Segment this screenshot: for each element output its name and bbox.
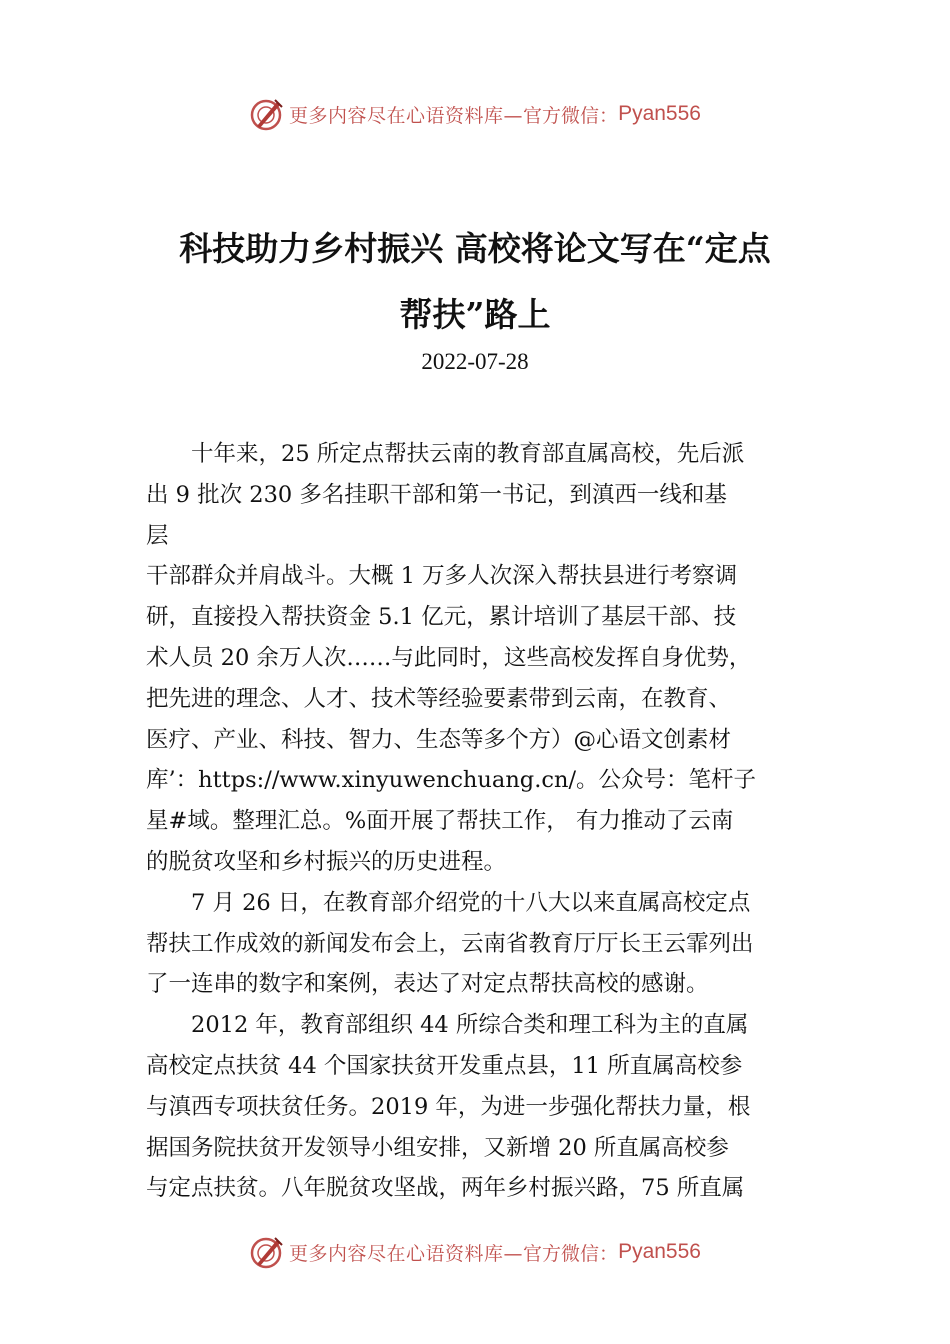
body-line: 的脱贫攻坚和乡村振兴的历史进程。 xyxy=(146,848,507,875)
body-line: 十年来，25 所定点帮扶云南的教育部直属高校，先后派 xyxy=(146,441,745,467)
body-line: 与滇西专项扶贫任务。2019 年，为进一步强化帮扶力量，根 xyxy=(146,1093,751,1120)
body-line: 术人员 20 余万人次……与此同时，这些高校发挥自身优势， xyxy=(146,644,752,671)
body-line: 7 月 26 日，在教育部介绍党的十八大以来直属高校定点 xyxy=(146,889,751,916)
footer-wechat-id: Pyan556 xyxy=(618,1240,701,1263)
body-line: 把先进的理念、人才、技术等经验要素带到云南，在教育、 xyxy=(146,685,732,712)
header-wechat-label: 官方微信： xyxy=(523,104,619,127)
logo-icon xyxy=(249,96,285,132)
body-line: 研，直接投入帮扶资金 5.1 亿元，累计培训了基层干部、技 xyxy=(146,604,737,631)
body-line: 2012 年，教育部组织 44 所综合类和理工科为主的直属 xyxy=(146,1012,749,1039)
header-site-text: 更多内容尽在心语资料库— xyxy=(289,104,524,127)
logo-icon xyxy=(249,1234,285,1270)
title-line-1: 科技助力乡村振兴 高校将论文写在“定点 xyxy=(179,229,771,268)
footer-banner xyxy=(0,1232,950,1272)
article-title xyxy=(110,216,840,348)
article-body xyxy=(146,434,836,1209)
body-line: 干部群众并肩战斗。大概 1 万多人次深入帮扶县进行考察调 xyxy=(146,563,738,590)
header-banner xyxy=(0,94,950,134)
footer-wechat-label: 官方微信： xyxy=(523,1242,619,1265)
body-line: 库’：https://www.xinyuwenchuang.cn/。公众号：笔杆子 xyxy=(146,767,757,794)
header-wechat-id: Pyan556 xyxy=(618,102,701,125)
body-line: 星#域。整理汇总。%面开展了帮扶工作， 有力推动了云南 xyxy=(146,808,734,835)
body-line: 出 9 批次 230 多名挂职干部和第一书记，到滇西一线和基 xyxy=(146,481,727,508)
body-line: 据国务院扶贫开发领导小组安排，又新增 20 所直属高校参 xyxy=(146,1134,729,1161)
body-line: 帮扶工作成效的新闻发布会上，云南省教育厅厅长王云霏列出 xyxy=(146,930,754,957)
body-line: 了一连串的数字和案例，表达了对定点帮扶高校的感谢。 xyxy=(146,971,709,998)
body-line: 与定点扶贫。八年脱贫攻坚战，两年乡村振兴路，75 所直属 xyxy=(146,1175,745,1202)
body-line: 医疗、产业、科技、智力、生态等多个方）@心语文创素材 xyxy=(146,726,732,753)
body-line: 层 xyxy=(146,522,169,549)
article-date: 2022-07-28 xyxy=(421,349,529,374)
footer-site-text: 更多内容尽在心语资料库— xyxy=(289,1242,524,1265)
body-line: 高校定点扶贫 44 个国家扶贫开发重点县，11 所直属高校参 xyxy=(146,1052,743,1079)
title-line-2: 帮扶”路上 xyxy=(399,295,551,334)
